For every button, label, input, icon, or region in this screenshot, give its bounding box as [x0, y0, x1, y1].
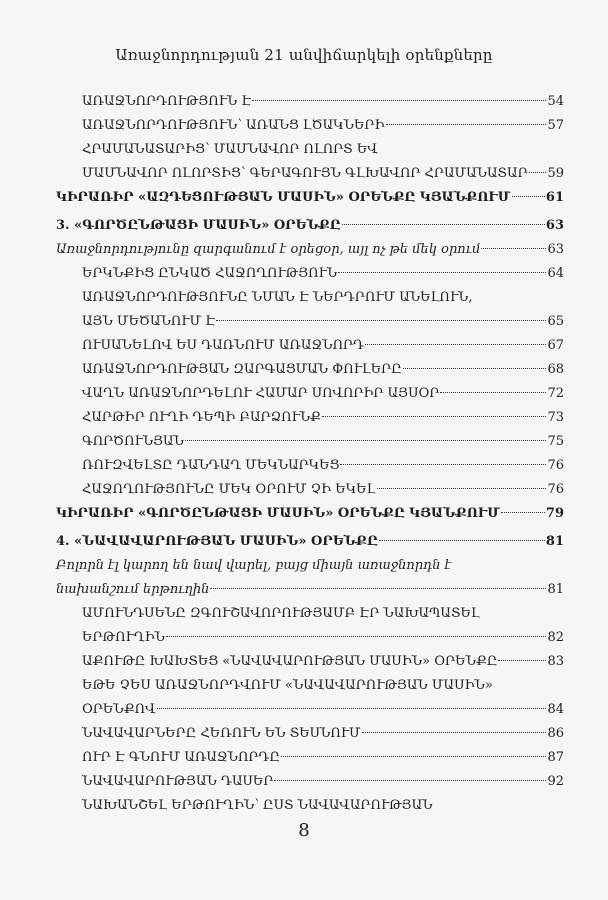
toc-entry [82, 336, 564, 356]
toc-entry-label: ՈՒՐ Է ԳՆՈՒՄ ԱՌԱՋՆՈՐԴԸ [82, 750, 280, 765]
toc-entry-page: 64 [547, 266, 564, 281]
toc-epigraph-line: Բոլորն էլ կարող են նավ վարել, բայց միայն առաջնորդն է [56, 558, 452, 573]
toc-entry [82, 312, 564, 332]
dot-leader [362, 732, 547, 733]
toc-entry-label: ԵՐԿՆՔԻՑ ԸՆԿԱԾ ՀԱՋՈՂՈՒԹՅՈՒՆ [82, 266, 338, 281]
toc-entry-label: ԵՐԹՈՒՂԻՆ [82, 630, 165, 645]
dot-leader [157, 708, 547, 709]
dot-leader [281, 756, 546, 757]
toc-entry-page: 59 [547, 166, 564, 181]
dot-leader [166, 636, 547, 637]
toc-entry-label: նախանշում երթուղին [56, 582, 210, 597]
toc-entry [82, 164, 564, 184]
toc-entry [82, 748, 564, 768]
dot-leader [322, 416, 546, 417]
toc-entry-page: 84 [547, 702, 564, 717]
toc-epigraph-entry [56, 240, 564, 260]
toc-entry-line: ՆԱԽԱՆՇԵԼ ԵՐԹՈՒՂԻՆ՝ ԸՍՏ ՆԱՎԱՎԱՐՈՒԹՅԱՆ [82, 798, 433, 813]
toc-entry-page: 81 [545, 534, 564, 549]
toc-entry [82, 724, 564, 744]
toc-entry-page: 82 [547, 630, 564, 645]
toc-entry-page: 57 [547, 118, 564, 133]
toc-entry-page: 76 [547, 482, 564, 497]
toc-entry-page: 75 [547, 434, 564, 449]
toc-entry-page: 54 [547, 94, 564, 109]
toc-entry-label: ՈՒՍԱՆԵԼՈՎ ԵՍ ԴԱՌՆՈՒՄ ԱՌԱՋՆՈՐԴ [82, 338, 365, 353]
toc-entry-label: ՀԱՋՈՂՈՒԹՅՈՒՆԸ ՄԵԿ ՕՐՈՒՄ ՉԻ ԵԿԵԼ [82, 482, 376, 497]
toc-entry-page: 73 [547, 410, 564, 425]
toc-entry [82, 360, 564, 380]
toc-entry-page: 76 [547, 458, 564, 473]
toc-entry-page: 92 [547, 774, 564, 789]
toc-summary-entry [56, 188, 564, 208]
dot-leader [501, 512, 545, 513]
dot-leader [185, 440, 547, 441]
toc-entry [82, 772, 564, 792]
running-header: Առաջնորդության 21 անվիճարկելի օրենքները [115, 46, 493, 64]
toc-summary-entry [56, 504, 564, 524]
toc-entry-label: ԳՈՐԾՈՒՆՅԱՆ [82, 434, 184, 449]
dot-leader [210, 588, 546, 589]
toc-entry [82, 264, 564, 284]
dot-leader [340, 464, 546, 465]
toc-entry-label: ՌՈՒԶՎԵԼՏԸ ԴԱՆԴԱՂ ՄԵԿՆԱՐԿԵՑ [82, 458, 340, 473]
dot-leader [403, 368, 547, 369]
toc-entry-page: 63 [545, 218, 564, 233]
toc-chapter-entry [56, 532, 564, 552]
dot-leader [481, 248, 546, 249]
toc-entry-label: ԿԻՐԱՌԻՐ «ԱԶԴԵՑՈՒԹՅԱՆ ՄԱՍԻՆ» ՕՐԵՆՔԸ ԿՅԱՆՔՈՒՄ [56, 190, 511, 205]
toc-entry-label: ՕՐԵՆՔՈՎ [82, 702, 156, 717]
dot-leader [252, 100, 546, 101]
dot-leader [529, 172, 547, 173]
toc-entry-label: ԱՅՆ ՄԵԾԱՆՈՒՄ Է [82, 314, 216, 329]
toc-entry-page: 68 [547, 362, 564, 377]
toc-entry-label: ԱՌԱՋՆՈՐԴՈՒԹՅՈՒՆ Է [82, 94, 252, 109]
dot-leader [342, 224, 545, 225]
toc-entry-label: 4. «ՆԱՎԱՎԱՐՈՒԹՅԱՆ ՄԱՍԻՆ» ՕՐԵՆՔԸ [56, 534, 378, 549]
toc-entry-label: ՀԱՐԹԻՐ ՈՒՂԻ ԴԵՊԻ ԲԱՐՁՈՒՆՔ [82, 410, 322, 425]
toc-entry-label: 3. «ԳՈՐԾԸՆԹԱՑԻ ՄԱՍԻՆ» ՕՐԵՆՔԸ [56, 218, 341, 233]
toc-entry-label: Առաջնորդությունը զարգանում է օրեցօր, այլ ոչ թե մեկ օրում [56, 242, 481, 257]
toc-entry-line: ԱՄՈՒՆԴՍԵՆԸ ԶԳՈՒՇԱՎՈՐՈՒԹՅԱՄԲ ԷՐ ՆԱԽԱՊԱՏԵԼ [82, 606, 480, 621]
toc-entry-page: 81 [547, 582, 564, 597]
dot-leader [274, 780, 546, 781]
toc-entry [82, 456, 564, 476]
toc-entry-label: ՎԱՂՆ ԱՌԱՋՆՈՐԴԵԼՈՒ ՀԱՄԱՐ ՍՈՎՈՐԻՐ ԱՅՍՕՐ [82, 386, 440, 401]
dot-leader [216, 320, 546, 321]
toc-entry-label: ԿԻՐԱՌԻՐ «ԳՈՐԾԸՆԹԱՑԻ ՄԱՍԻՆ» ՕՐԵՆՔԸ ԿՅԱՆՔՈՒՄ [56, 506, 500, 521]
toc-entry-label: ԱՔՈՒԹԸ ԽԱԽՏԵՑ «ՆԱՎԱՎԱՐՈՒԹՅԱՆ ՄԱՍԻՆ» ՕՐԵՆՔԸ [82, 654, 498, 669]
page-number: 8 [298, 820, 310, 841]
toc-entry-label: ԱՌԱՋՆՈՐԴՈՒԹՅԱՆ ԶԱՐԳԱՑՄԱՆ ՓՈՒԼԵՐԸ [82, 362, 402, 377]
toc-entry-line: ՀՐԱՄԱՆԱՏԱՐԻՑ՝ ՄԱՄՆԱՎՈՐ ՈԼՈՐՏ ԵՎ [82, 142, 378, 157]
dot-leader [386, 124, 547, 125]
toc-epigraph-entry [56, 580, 564, 600]
toc-entry-page: 87 [547, 750, 564, 765]
toc-entry [82, 116, 564, 136]
dot-leader [338, 272, 546, 273]
dot-leader [379, 540, 545, 541]
dot-leader [377, 488, 547, 489]
toc-entry [82, 628, 564, 648]
toc-entry-page: 61 [545, 190, 564, 205]
toc-entry-label: ԱՌԱՋՆՈՐԴՈՒԹՅՈՒՆ՝ ԱՌԱՆՑ ԼԾԱԿՆԵՐԻ [82, 118, 385, 133]
toc-entry-page: 83 [547, 654, 564, 669]
toc-entry-label: ՄԱՄՆԱՎՈՐ ՈԼՈՐՏԻՑ՝ ԳԵՐԱԳՈՒՅՆ ԳԼԽԱՎՈՐ ՀՐԱՄԱՆԱՏԱՐ [82, 166, 528, 181]
dot-leader [440, 392, 546, 393]
toc-entry-page: 63 [547, 242, 564, 257]
dot-leader [365, 344, 546, 345]
toc-entry [82, 432, 564, 452]
toc-entry-page: 79 [545, 506, 564, 521]
toc-entry [82, 480, 564, 500]
toc-entry-label: ՆԱՎԱՎԱՐՈՒԹՅԱՆ ԴԱՍԵՐ [82, 774, 274, 789]
toc-entry-line: ԵԹԵ ՉԵՍ ԱՌԱՋՆՈՐԴՎՈՒՄ «ՆԱՎԱՎԱՐՈՒԹՅԱՆ ՄԱՍԻՆ» [82, 678, 493, 693]
dot-leader [512, 196, 545, 197]
toc-entry-line: ԱՌԱՋՆՈՐԴՈՒԹՅՈՒՆԸ ՆՄԱՆ Է ՆԵՐԴՐՈՒՄ ԱՆԵԼՈՒՆ, [82, 290, 473, 305]
toc-entry-page: 67 [547, 338, 564, 353]
toc-entry [82, 652, 564, 672]
toc-entry-page: 65 [547, 314, 564, 329]
toc-entry-label: ՆԱՎԱՎԱՐՆԵՐԸ ՀԵՌՈՒՆ ԵՆ ՏԵՍՆՈՒՄ [82, 726, 361, 741]
toc-entry [82, 384, 564, 404]
toc-entry [82, 92, 564, 112]
toc-entry [82, 408, 564, 428]
toc-entry-page: 72 [547, 386, 564, 401]
dot-leader [498, 660, 546, 661]
toc-entry-page: 86 [547, 726, 564, 741]
toc-chapter-entry [56, 216, 564, 236]
toc-entry [82, 700, 564, 720]
